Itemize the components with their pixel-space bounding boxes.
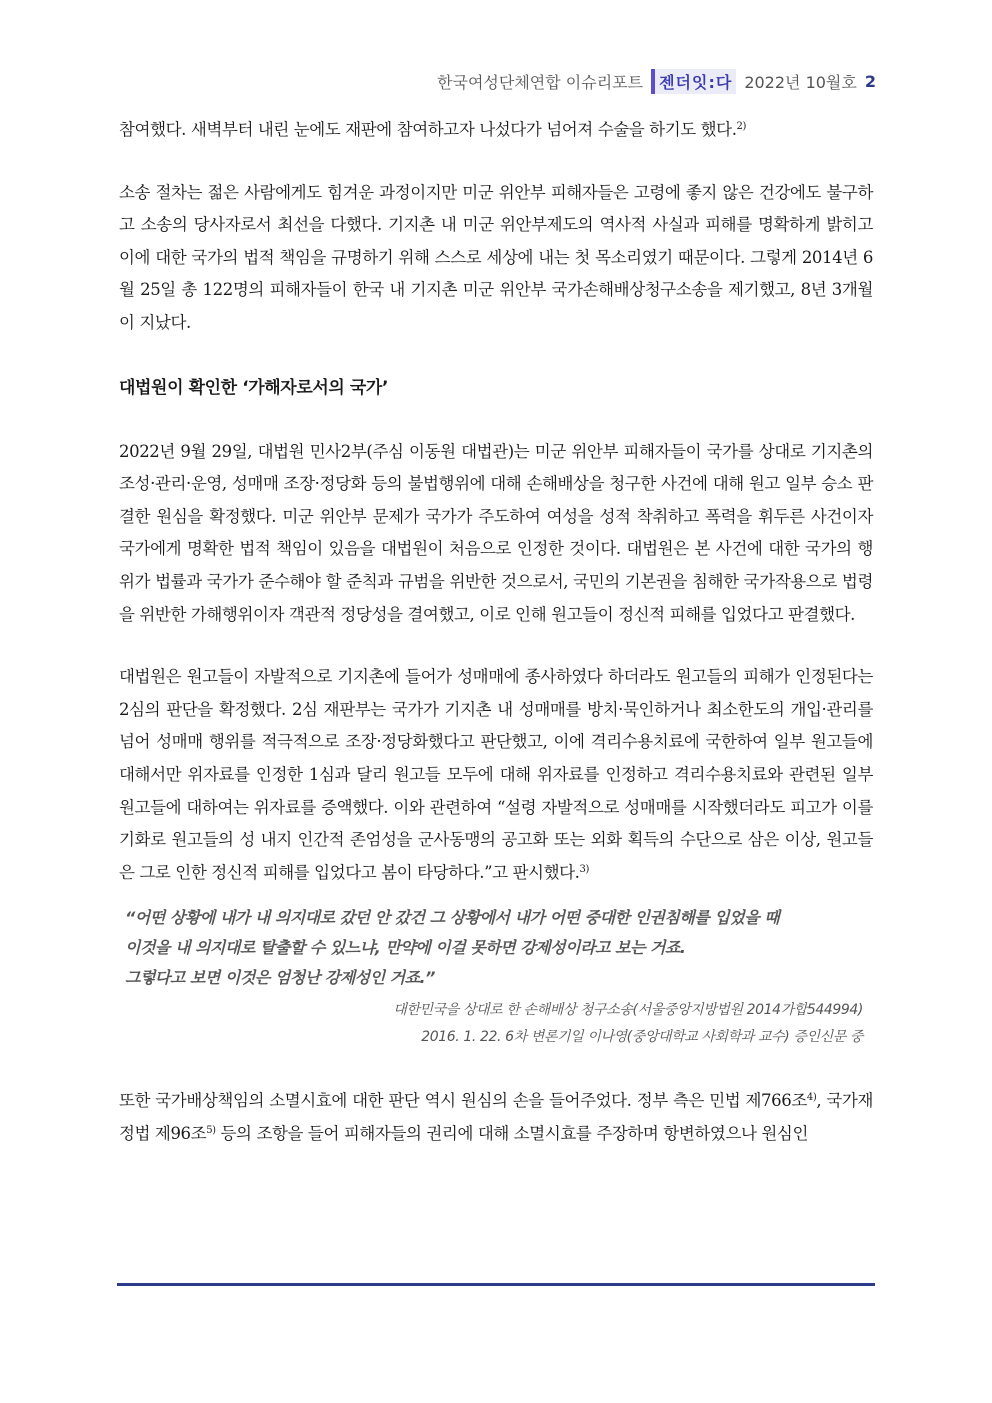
page-number: 2 [864,71,876,91]
quote-citation [119,997,873,1051]
footnote-ref-3: 3) [579,863,589,875]
paragraph-3: 2022년 9월 29일, 대법원 민사2부(주심 이동원 대법관)는 미군 위안부 피해자들이 국가를 상대로 기지촌의 조성·관리·운영, 성매매 조장·정당화 등의 불법행위에 대해 손해배상을 청구한 사건에 대해 원고 일부 승소 판결한 원심을 확정했다. 미군 위안부 문제가 국가가 주도하여 여성을 성적 착취하고 폭력을 휘두른 사건이자 국가에게 명확한 법적 책임이 있음을 대법원이 처음으로 인정한 것이다. 대법원은 본 사건에 대한 국가의 행위가 법률과 국가가 준수해야 할 준칙과 규범을 위반한 것으로서, 국민의 기본권을 침해한 국가작용으로 법령을 위반한 가해행위이자 객관적 정당성을 결여했고, 이로 인해 원고들이 정신적 피해를 입었다고 판결했다. [119,441,873,624]
quote-line: “어떤 상황에 내가 내 의지대로 갔던 안 갔건 그 상황에서 내가 어떤 중대한 인권침해를 입었을 때 [125,908,780,928]
paragraph-4: 대법원은 원고들이 자발적으로 기지촌에 들어가 성매매에 종사하였다 하더라도 원고들의 피해가 인정된다는 2심의 판단을 확정했다. 2심 재판부는 국가가 기지촌 내 성매매를 방치·묵인하거나 최소한도의 개입·관리를 넘어 성매매 행위를 적극적으로 조장·정당화했다고 판단했고, 이에 격리수용치료에 국한하여 일부 원고들에 대해서만 위자료를 인정한 1심과 달리 원고들 모두에 대해 위자료를 인정하고 격리수용치료와 관련된 일부 원고들에 대하여는 위자료를 증액했다. 이와 관련하여 “설령 자발적으로 성매매를 시작했더라도 피고가 이를 기화로 원고들의 성 내지 인간적 존엄성을 군사동맹의 공고화 또는 외화 획득의 수단으로 삼은 이상, 원고들은 그로 인한 정신적 피해를 입었다고 봄이 타당하다.”고 판시했다.$^{3)}$ [119,667,873,882]
quote-line: 이것을 내 의지대로 탈출할 수 있느냐, 만약에 이걸 못하면 강제성이라고 보는 거죠. [125,938,686,958]
footnote-ref-2: 2) [736,121,747,132]
paragraph-1: 참여했다. 새벽부터 내린 눈에도 재판에 참여하고자 나섰다가 넘어져 수술을 하기도 했다.$^{2)}$ [119,120,747,139]
citation-line-2: 2016. 1. 22. 6차 변론기일 이나영(중앙대학교 사회학과 교수) 증인신문 중 [421,1029,863,1046]
footnote-ref-4: 4) [806,1092,817,1104]
issue-label: 2022년 10월호 [744,72,857,92]
footnote-ref-5: 5) [206,1124,216,1136]
document-body [119,114,873,1150]
citation-line-1: 대한민국을 상대로 한 손해배상 청구소송(서울중앙지방법원 2014가합544994) [393,1002,863,1019]
page-header [437,66,876,96]
brand-logo: 젠더잇:다 [651,69,736,94]
quote-line: 그렇다고 보면 이것은 엄청난 강제성인 거죠.” [125,968,435,988]
publisher-label: 한국여성단체연합 이슈리포트 [437,72,644,92]
block-quote [125,903,873,993]
paragraph-2: 소송 절차는 젊은 사람에게도 힘겨운 과정이지만 미군 위안부 피해자들은 고령에 좋지 않은 건강에도 불구하고 소송의 당사자로서 최선을 다했다. 기지촌 내 미군 위안부제도의 역사적 사실과 피해를 명확하게 밝히고 이에 대한 국가의 법적 책임을 규명하기 위해 스스로 세상에 내는 첫 목소리였기 때문이다. 그렇게 2014년 6월 25일 총 122명의 피해자들이 한국 내 기지촌 미군 위안부 국가손해배상청구소송을 제기했고, 8년 3개월이 지났다. [119,182,873,332]
footer-divider [117,1283,875,1286]
section-title: 대법원이 확인한 ‘가해자로서의 국가’ [119,377,389,398]
paragraph-5: 또한 국가배상책임의 소멸시효에 대한 판단 역시 원심의 손을 들어주었다. 정부 측은 민법 제766조$^{4)}$, 국가재정법 제96조$^{5)}$ 등의 조항을 들어 피해자들의 권리에 대해 소멸시효를 주장하며 항변하였으나 원심인 [119,1091,873,1143]
